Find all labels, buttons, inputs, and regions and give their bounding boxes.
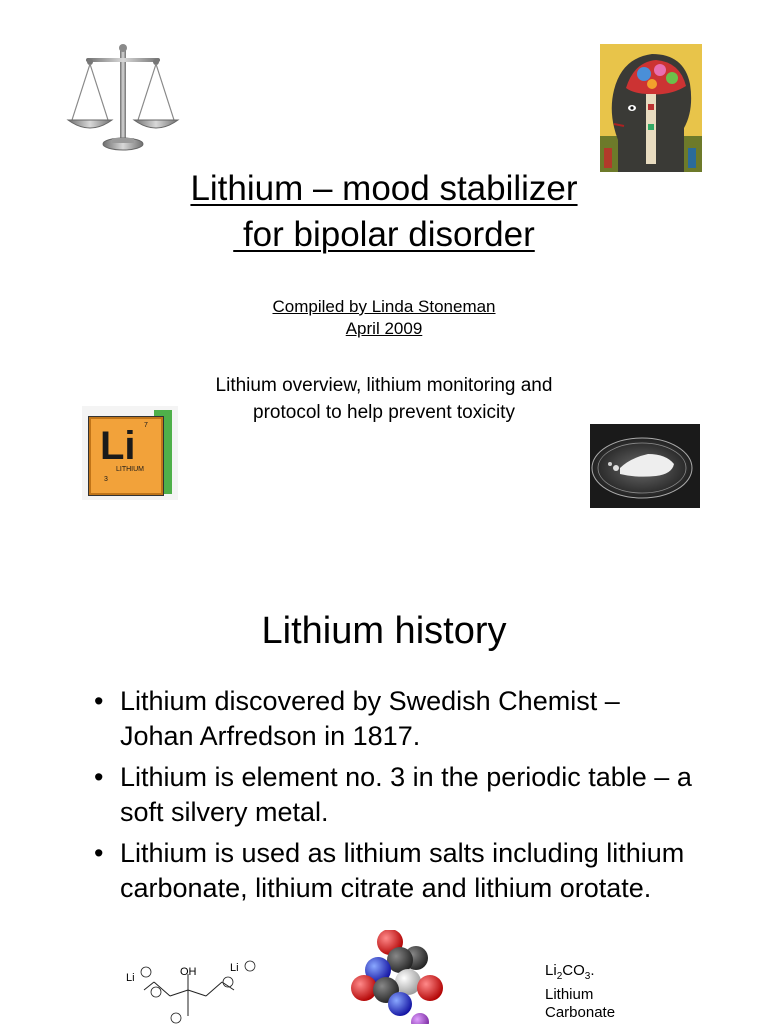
lithium-powder-photo <box>590 424 700 508</box>
overview-line-2: protocol to help prevent toxicity <box>253 402 515 423</box>
slide1-title <box>0 166 768 258</box>
element-symbol: Li <box>100 424 136 468</box>
title-line-1: Lithium – mood stabilizer <box>190 169 578 208</box>
citrate-li-left: Li <box>126 972 135 984</box>
element-name: LITHIUM <box>116 466 144 473</box>
compiled-by: Compiled by Linda Stoneman <box>272 297 496 316</box>
bullet-text: Lithium discovered by Swedish Chemist – Johan Arfredson in 1817. <box>120 686 620 751</box>
formula: $Li_2CO_3$. <box>545 962 595 982</box>
author-block <box>0 296 768 340</box>
caption-line-2: Lithium <box>545 986 594 1003</box>
compiled-date: April 2009 <box>345 319 423 338</box>
bullet-text: Lithium is used as lithium salts including lithium carbonate, lithium citrate and lithium orotate. <box>120 838 685 903</box>
bullet-icon: • <box>94 686 104 716</box>
title-line-2: for bipolar disorder <box>233 215 535 254</box>
history-slide <box>0 540 768 1024</box>
element-mass: 7 <box>144 422 148 429</box>
lithium-orotate-molecule-image <box>350 930 450 1024</box>
history-bullet-list <box>94 684 694 912</box>
lithium-carbonate-caption <box>545 962 615 1022</box>
history-title: Lithium history <box>261 610 507 652</box>
citrate-li-right: Li <box>230 962 239 974</box>
caption-line-3: Carbonate <box>545 1004 616 1021</box>
bullet-item <box>94 684 694 754</box>
scales-image <box>64 40 182 156</box>
bullet-icon: • <box>94 838 104 868</box>
lithium-citrate-structure-image <box>118 956 268 1024</box>
citrate-oh-label: OH <box>180 966 197 978</box>
brain-painting-image <box>600 44 702 172</box>
bullet-item <box>94 760 694 830</box>
element-number: 3 <box>104 476 108 483</box>
overview-line-1: Lithium overview, lithium monitoring and <box>215 375 553 396</box>
lithium-element-tile-image <box>82 406 178 500</box>
bullet-text: Lithium is element no. 3 in the periodic table – a soft silvery metal. <box>120 762 692 827</box>
bullet-icon: • <box>94 762 104 792</box>
bullet-item <box>94 836 694 906</box>
